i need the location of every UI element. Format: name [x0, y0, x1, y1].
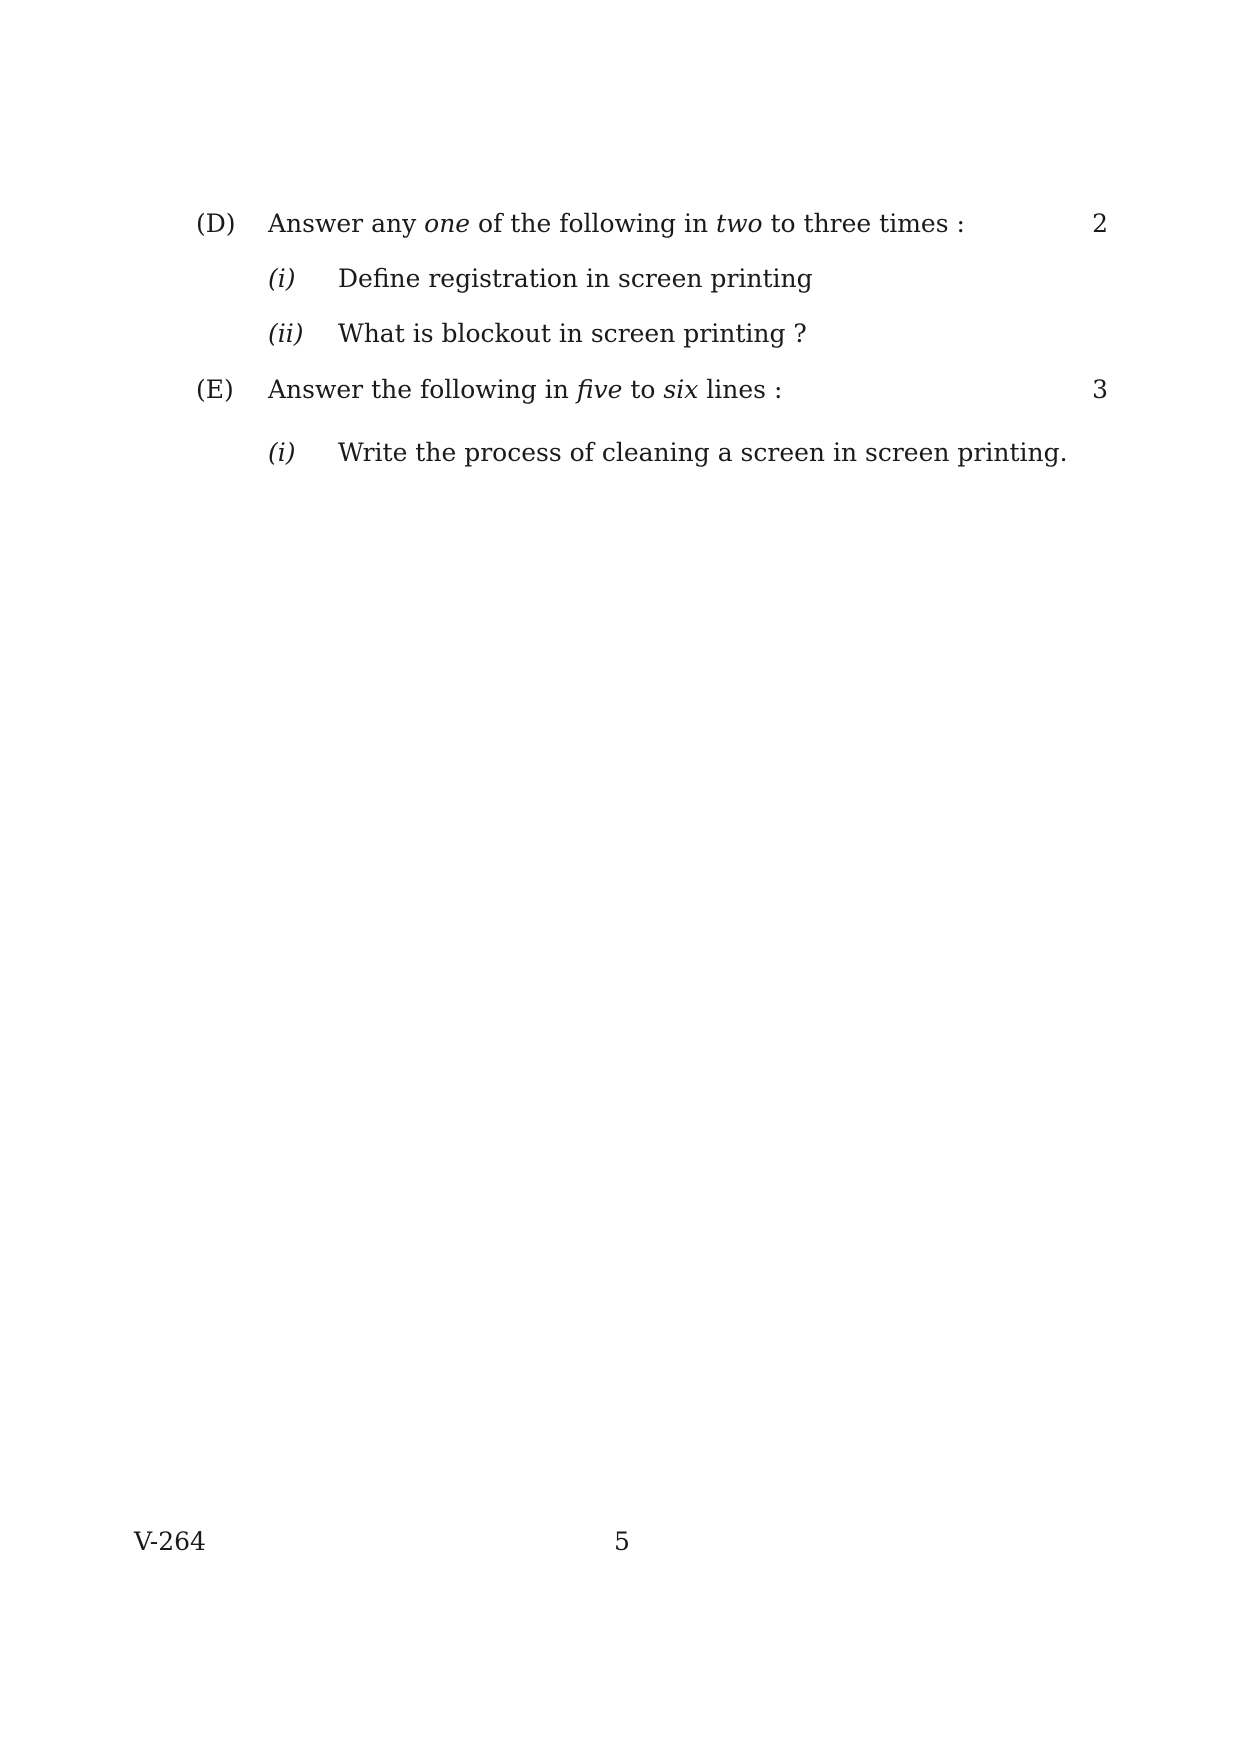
question-d-text: [268, 209, 965, 239]
question-e-text-part: Answer the following in: [268, 375, 577, 404]
question-d-label: (D): [196, 209, 236, 238]
question-d-text-part: Answer any: [268, 209, 425, 238]
question-e-item-1-text: Write the process of cleaning a screen in screen printing.: [338, 438, 1068, 467]
page-number: 5: [614, 1527, 630, 1556]
question-d-item-2-label: (ii): [268, 319, 304, 348]
question-d-marks: 2: [1092, 209, 1108, 238]
question-e-text: [268, 375, 782, 405]
question-d-text-part: to three times :: [762, 209, 965, 238]
question-d-item-1-label: (i): [268, 264, 296, 293]
question-e-text-part: to: [622, 375, 664, 404]
question-d-item-2-text: What is blockout in screen printing ?: [338, 319, 807, 348]
question-e-label: (E): [196, 375, 234, 404]
question-e-marks: 3: [1092, 375, 1108, 404]
paper-code: V-264: [134, 1527, 206, 1556]
question-d-emphasis-one: one: [424, 209, 471, 238]
question-d-emphasis-two: two: [716, 209, 763, 238]
question-e-item-1-label: (i): [268, 438, 296, 467]
question-e-emphasis-five: five: [576, 375, 623, 404]
question-d-item-1-text: Define registration in screen printing: [338, 264, 813, 293]
question-d-text-part: of the following in: [470, 209, 717, 238]
question-e-text-part: lines :: [698, 375, 783, 404]
question-e-emphasis-six: six: [663, 375, 699, 404]
